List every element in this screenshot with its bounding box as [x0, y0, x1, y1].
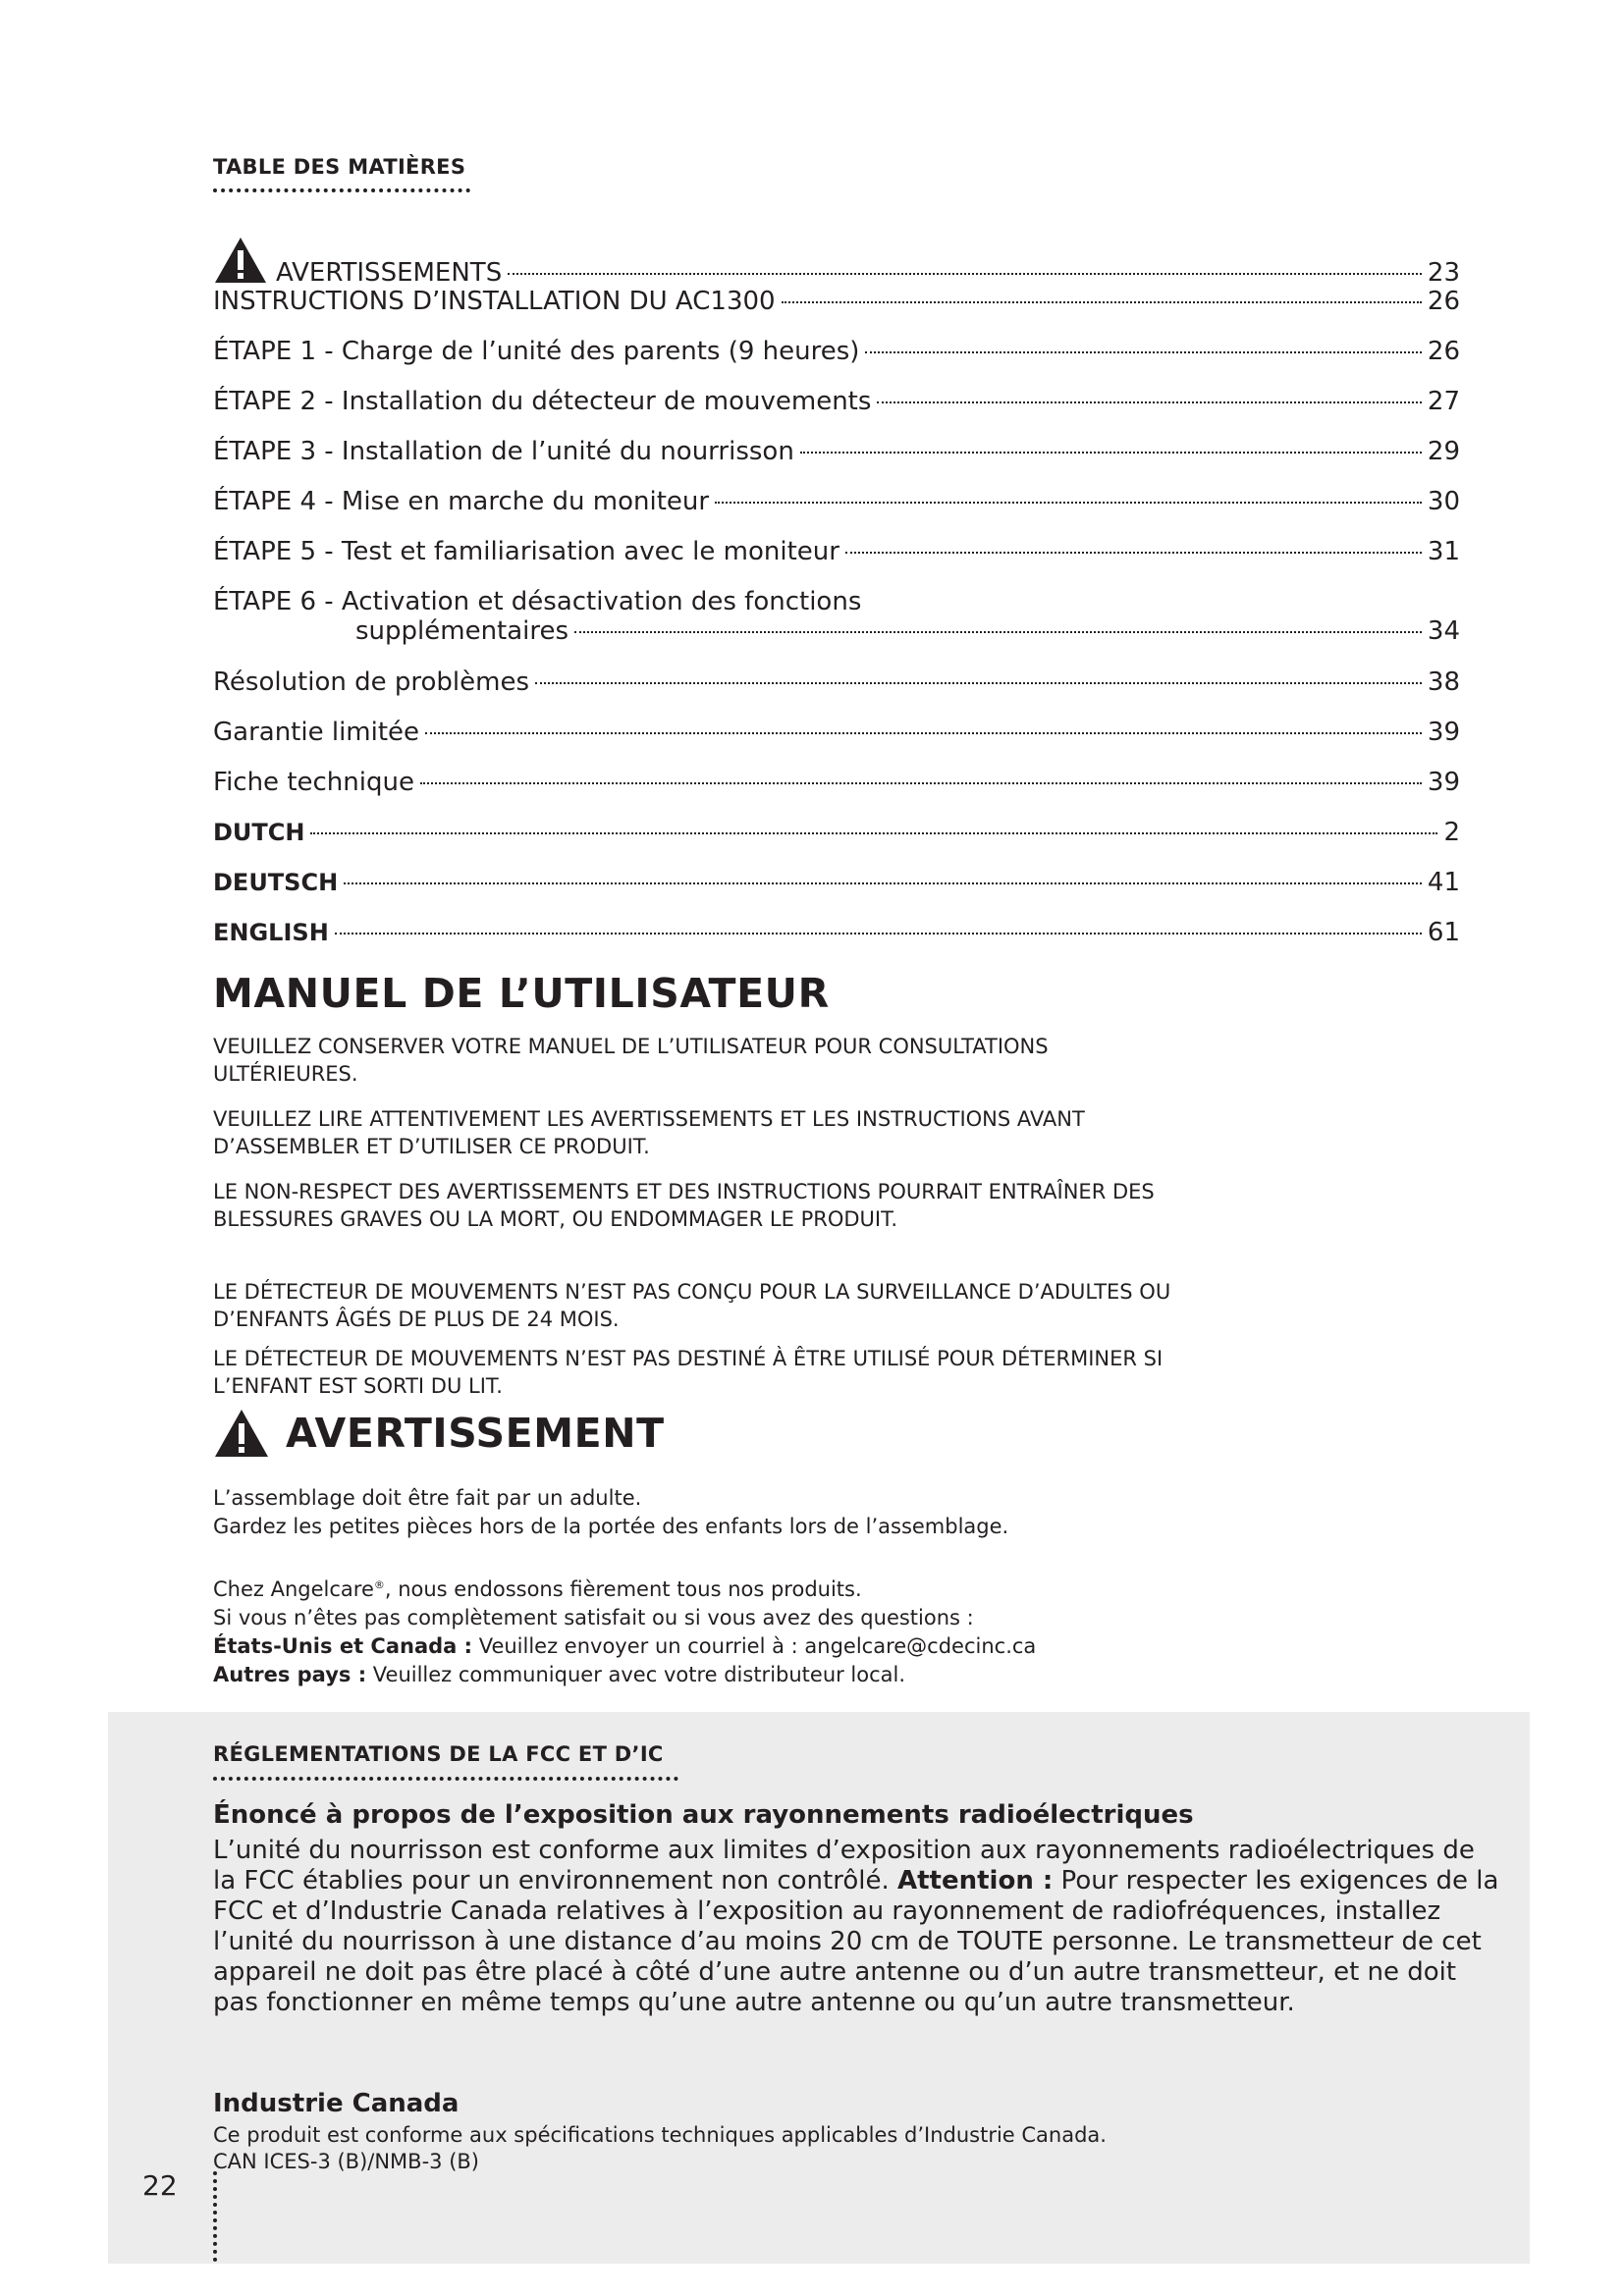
toc-entry[interactable]: [213, 667, 1460, 718]
toc-entry-label: ÉTAPE 5 - Test et familiarisation avec le moniteur: [213, 537, 839, 566]
contact-line: Si vous n’êtes pas complètement satisfait ou si vous avez des questions :: [213, 1606, 974, 1629]
warning-line: L’assemblage doit être fait par un adulte.: [213, 1486, 642, 1510]
dot-leader: [782, 301, 1422, 303]
manual-title: MANUEL DE L’UTILISATEUR: [213, 970, 830, 1017]
industry-canada-heading: Industrie Canada: [213, 2089, 460, 2118]
toc-page-number: 61: [1427, 918, 1460, 947]
toc-entry[interactable]: [213, 768, 1460, 818]
fcc-subheading: Énoncé à propos de l’exposition aux rayonnements radioélectriques: [213, 1800, 1194, 1830]
toc-entry[interactable]: [213, 818, 1460, 868]
attention-label: Attention :: [897, 1866, 1054, 1896]
warning-title: AVERTISSEMENT: [286, 1410, 665, 1457]
dot-leader: [574, 631, 1422, 633]
contact-block: [213, 1571, 1391, 1689]
fcc-heading: RÉGLEMENTATIONS DE LA FCC ET D’IC: [213, 1742, 664, 1766]
toc-entry-label: ÉTAPE 2 - Installation du détecteur de mouvements: [213, 387, 872, 416]
warning-icon: [213, 1408, 270, 1459]
toc-page-number: 31: [1427, 537, 1460, 566]
toc-entry[interactable]: [213, 537, 1460, 587]
toc-entry[interactable]: [213, 487, 1460, 537]
dot-leader: [800, 452, 1422, 454]
industry-canada-text: Ce produit est conforme aux spécifications techniques applicables d’Industrie Canada. CAN ICES-3 (B)/NMB-3 (B): [213, 2123, 1107, 2173]
fcc-heading-underline: [213, 1777, 678, 1781]
toc-page-number: 39: [1427, 768, 1460, 797]
caps-paragraph: VEUILLEZ LIRE ATTENTIVEMENT LES AVERTISSEMENTS ET LES INSTRUCTIONS AVANT D’ASSEMBLER ET D’UTILISER CE PRODUIT.: [213, 1107, 1085, 1158]
page-number-rule: [213, 2171, 217, 2262]
dot-leader: [715, 502, 1422, 504]
toc-entry-label: ENGLISH: [213, 919, 329, 946]
fcc-paragraph: L’unité du nourrisson est conforme aux limites d’exposition aux rayonnements radioélectriques de la FCC établies pour un environnement non contrôlé. Attention : Pour respecter les exigences de la FCC et d’Industrie Canada relatives à l’exposition au rayonnement de radiofréquences, installez l’unité du nourrisson à une distance d’au moins 20 cm de TOUTE personne. Le transmetteur de cet appareil ne doit pas être placé à côté d’une autre antenne ou d’un autre transmetteur, et ne doit pas fonctionner en même temps qu’une autre antenne ou qu’un autre transmetteur.: [213, 1836, 1499, 2017]
toc-entry-label: AVERTISSEMENTS: [213, 236, 506, 288]
toc-page-number: 34: [1427, 616, 1460, 646]
toc-page-number: 27: [1427, 387, 1460, 416]
toc-entry[interactable]: [213, 387, 1460, 437]
toc-entry[interactable]: [213, 587, 1460, 667]
contact-line: Chez Angelcare®, nous endossons fièrement tous nos produits.: [213, 1577, 862, 1601]
dot-leader: [845, 552, 1422, 554]
toc-entry-label: ÉTAPE 6 - Activation et désactivation des fonctions: [213, 587, 862, 616]
dot-leader: [310, 832, 1437, 834]
toc-page-number: 38: [1427, 667, 1460, 697]
warning-line: Gardez les petites pièces hors de la portée des enfants lors de l’assemblage.: [213, 1515, 1009, 1538]
warning-heading: [213, 1408, 665, 1459]
table-of-contents: [213, 236, 1460, 968]
dot-leader: [335, 933, 1422, 934]
dot-leader: [425, 732, 1422, 734]
toc-page-number: 26: [1427, 337, 1460, 366]
dot-leader: [508, 273, 1422, 275]
toc-entry-label: Garantie limitée: [213, 718, 420, 747]
dot-leader: [344, 882, 1422, 884]
toc-entry-label: ÉTAPE 3 - Installation de l’unité du nourrisson: [213, 437, 794, 466]
registered-mark: ®: [373, 1578, 385, 1591]
toc-heading-underline: [213, 188, 470, 192]
dot-leader: [420, 782, 1422, 784]
toc-entry-label-continued: supplémentaires: [355, 616, 569, 646]
toc-entry-label: Fiche technique: [213, 768, 414, 797]
toc-entry[interactable]: [213, 287, 1460, 337]
warning-text: [213, 1484, 1391, 1541]
toc-page-number: 29: [1427, 437, 1460, 466]
caps-paragraph: LE NON-RESPECT DES AVERTISSEMENTS ET DES INSTRUCTIONS POURRAIT ENTRAÎNER DES BLESSURES GRAVES OU LA MORT, OU ENDOMMAGER LE PRODUIT.: [213, 1180, 1155, 1231]
toc-page-number: 30: [1427, 487, 1460, 516]
contact-line: [213, 1632, 1391, 1661]
toc-entry-label: ÉTAPE 4 - Mise en marche du moniteur: [213, 487, 710, 516]
toc-heading: TABLE DES MATIÈRES: [213, 155, 466, 179]
toc-entry[interactable]: [213, 718, 1460, 768]
contact-label: Autres pays :: [213, 1663, 367, 1686]
toc-entry[interactable]: [213, 236, 1460, 287]
toc-entry[interactable]: [213, 337, 1460, 387]
toc-page-number: 26: [1427, 287, 1460, 316]
toc-entry-label: INSTRUCTIONS D’INSTALLATION DU AC1300: [213, 287, 776, 316]
page-number: 22: [142, 2169, 178, 2202]
dot-leader: [535, 682, 1422, 684]
toc-page-number: 41: [1427, 868, 1460, 897]
caps-paragraph: LE DÉTECTEUR DE MOUVEMENTS N’EST PAS DESTINÉ À ÊTRE UTILISÉ POUR DÉTERMINER SI L’ENFANT EST SORTI DU LIT.: [213, 1347, 1164, 1398]
caps-paragraph: LE DÉTECTEUR DE MOUVEMENTS N’EST PAS CONÇU POUR LA SURVEILLANCE D’ADULTES OU D’ENFANTS ÂGÉS DE PLUS DE 24 MOIS.: [213, 1280, 1171, 1331]
toc-page-number: 2: [1443, 818, 1460, 847]
toc-entry[interactable]: [213, 437, 1460, 487]
toc-entry-label: DUTCH: [213, 819, 305, 846]
contact-email-text: Veuillez envoyer un courriel à : angelcare@cdecinc.ca: [472, 1634, 1037, 1658]
toc-entry-label: ÉTAPE 1 - Charge de l’unité des parents (9 heures): [213, 337, 860, 366]
caps-paragraph: VEUILLEZ CONSERVER VOTRE MANUEL DE L’UTILISATEUR POUR CONSULTATIONS ULTÉRIEURES.: [213, 1035, 1049, 1086]
toc-entry[interactable]: [213, 868, 1460, 918]
dot-leader: [865, 351, 1422, 353]
toc-page-number: 39: [1427, 718, 1460, 747]
dot-leader: [877, 401, 1421, 403]
toc-entry-label: Résolution de problèmes: [213, 667, 530, 697]
contact-label: États-Unis et Canada :: [213, 1634, 473, 1658]
toc-page-number: 23: [1427, 258, 1460, 288]
toc-entry[interactable]: [213, 918, 1460, 968]
toc-entry-label: DEUTSCH: [213, 869, 339, 896]
warning-icon: [213, 236, 268, 285]
contact-line: Autres pays : Veuillez communiquer avec votre distributeur local.: [213, 1663, 906, 1686]
